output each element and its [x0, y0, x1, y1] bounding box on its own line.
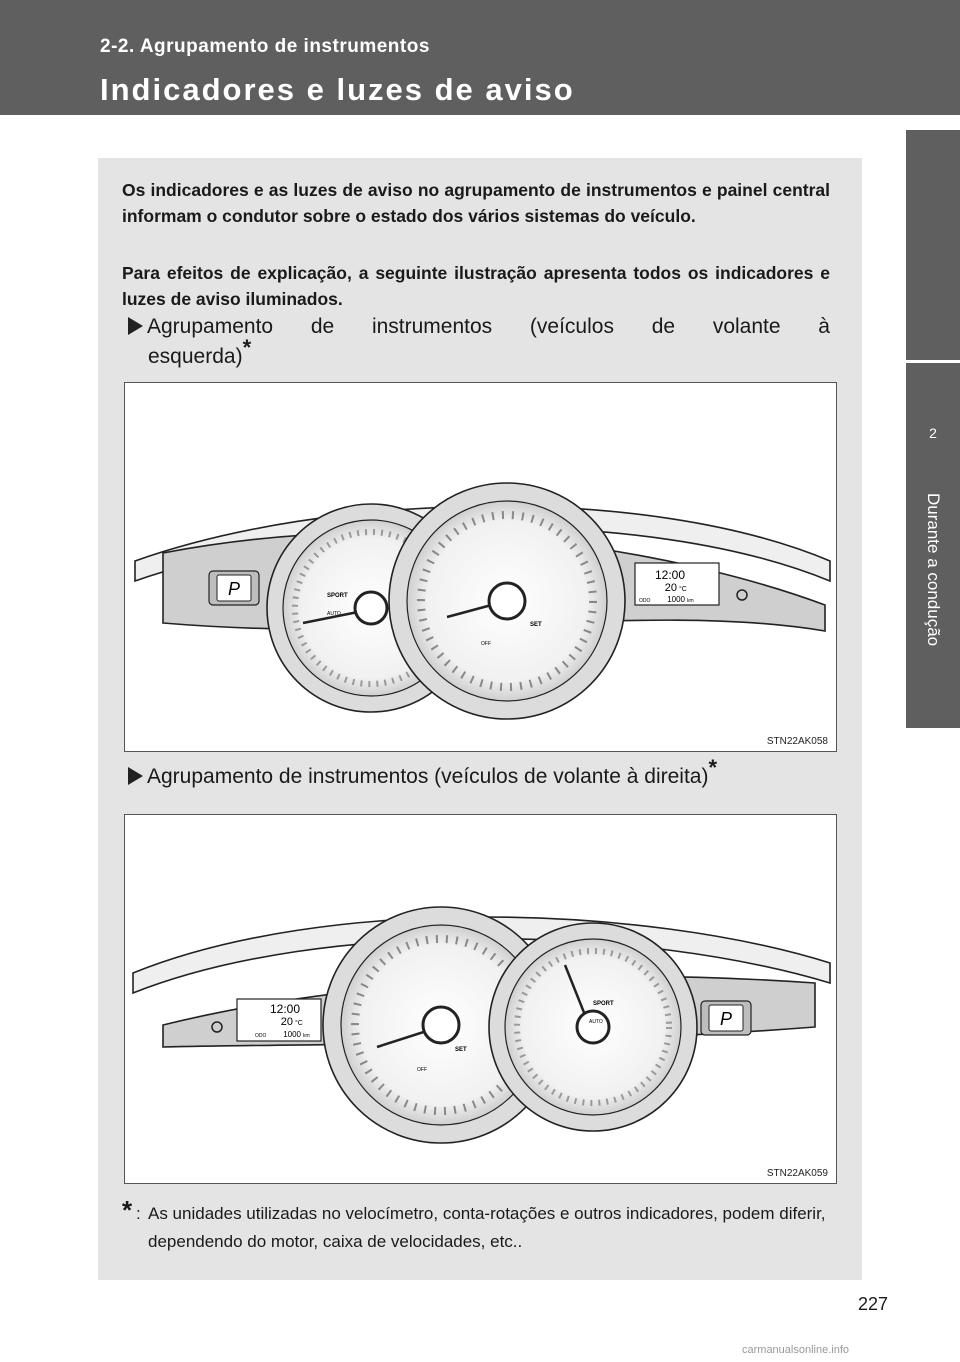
off-label: OFF [417, 1067, 427, 1073]
lcd-odo-label: ODO [639, 598, 651, 604]
lcd-display-rhd [237, 999, 321, 1041]
triangle-bullet-icon [128, 767, 143, 785]
lcd-odo: 1000 [667, 595, 685, 604]
gear-letter: P [719, 1009, 733, 1029]
chapter-tab [906, 363, 960, 728]
chapter-tab-upper [906, 130, 960, 360]
lcd-time: 12:00 [654, 568, 686, 582]
off-label: OFF [481, 641, 491, 647]
gear-indicator-lhd [209, 571, 259, 605]
footnote: * : As unidades utilizadas no velocímetro, conta-rotações e outros indicadores, podem diferir, dependendo do motor, caixa de velocidades, etc.. [122, 1200, 834, 1256]
footnote-marker: * [708, 755, 718, 780]
subheading-text: Agrupamento de instrumentos (veículos de volante à direita) [147, 765, 709, 788]
footnote-text: As unidades utilizadas no velocímetro, conta-rotações e outros indicadores, podem diferir, dependendo do motor, caixa de velocidades, etc.. [148, 1204, 826, 1251]
footnote-asterisk: * [122, 1195, 133, 1225]
lcd-odo: 1000 [283, 1030, 301, 1039]
figure-code: STN22AK059 [766, 1168, 828, 1179]
figure-code: STN22AK058 [766, 736, 828, 747]
lcd-temp-unit: °C [295, 1020, 303, 1027]
section-heading: 2-2. Agrupamento de instrumentos [100, 36, 430, 57]
footnote-marker: * [242, 335, 252, 360]
lcd-odo-unit: km [687, 598, 694, 604]
tachometer-rhd [489, 923, 697, 1131]
intro-paragraph-2: Para efeitos de explicação, a seguinte ilustração apresenta todos os indicadores e luzes de aviso iluminados. [122, 263, 830, 309]
figure-right-hand-drive-cluster [124, 814, 837, 1184]
word: (veículos [529, 315, 614, 338]
lcd-time: 12:00 [269, 1002, 301, 1016]
sport-label: SPORT [327, 593, 348, 599]
subheading-line2: esquerda) [148, 345, 243, 368]
word: de [651, 315, 676, 338]
word: instrumentos [371, 315, 493, 338]
lcd-temp: 20 [664, 582, 677, 594]
subheading-right-hand-drive [128, 755, 718, 792]
sport-label: SPORT [593, 1001, 614, 1007]
set-label: SET [455, 1047, 467, 1053]
set-label: SET [530, 622, 542, 628]
chapter-number: 2 [929, 425, 937, 441]
auto-label: AUTO [327, 611, 341, 617]
word: Agrupamento [147, 315, 274, 338]
page-number: 227 [858, 1294, 889, 1314]
auto-label: AUTO [589, 1019, 603, 1025]
figure-left-hand-drive-cluster [124, 382, 837, 752]
word: à [818, 315, 830, 338]
lcd-odo-unit: km [303, 1033, 310, 1039]
gear-letter: P [227, 579, 241, 599]
lcd-odo-label: ODO [255, 1033, 267, 1039]
triangle-bullet-icon [128, 317, 143, 335]
page-title: Indicadores e luzes de aviso [100, 72, 575, 107]
page-header [0, 0, 960, 115]
lcd-temp-unit: °C [679, 586, 687, 593]
intro-paragraph-1: Os indicadores e as luzes de aviso no agrupamento de instrumentos e painel central informam o condutor sobre o estado dos vários sistemas do veículo. [122, 180, 830, 226]
instrument-cluster-lhd-drawing [125, 383, 837, 752]
chapter-label: Durante a condução [924, 493, 943, 647]
gear-indicator-rhd [701, 1001, 751, 1035]
watermark: carmanualsonline.info [742, 1344, 850, 1356]
word: volante [712, 315, 781, 338]
lcd-display-lhd [635, 563, 719, 605]
lcd-temp: 20 [280, 1016, 293, 1028]
instrument-cluster-rhd-drawing [125, 815, 837, 1184]
speedometer-lhd [389, 483, 625, 719]
word: de [310, 315, 335, 338]
subheading-left-hand-drive [128, 312, 830, 372]
